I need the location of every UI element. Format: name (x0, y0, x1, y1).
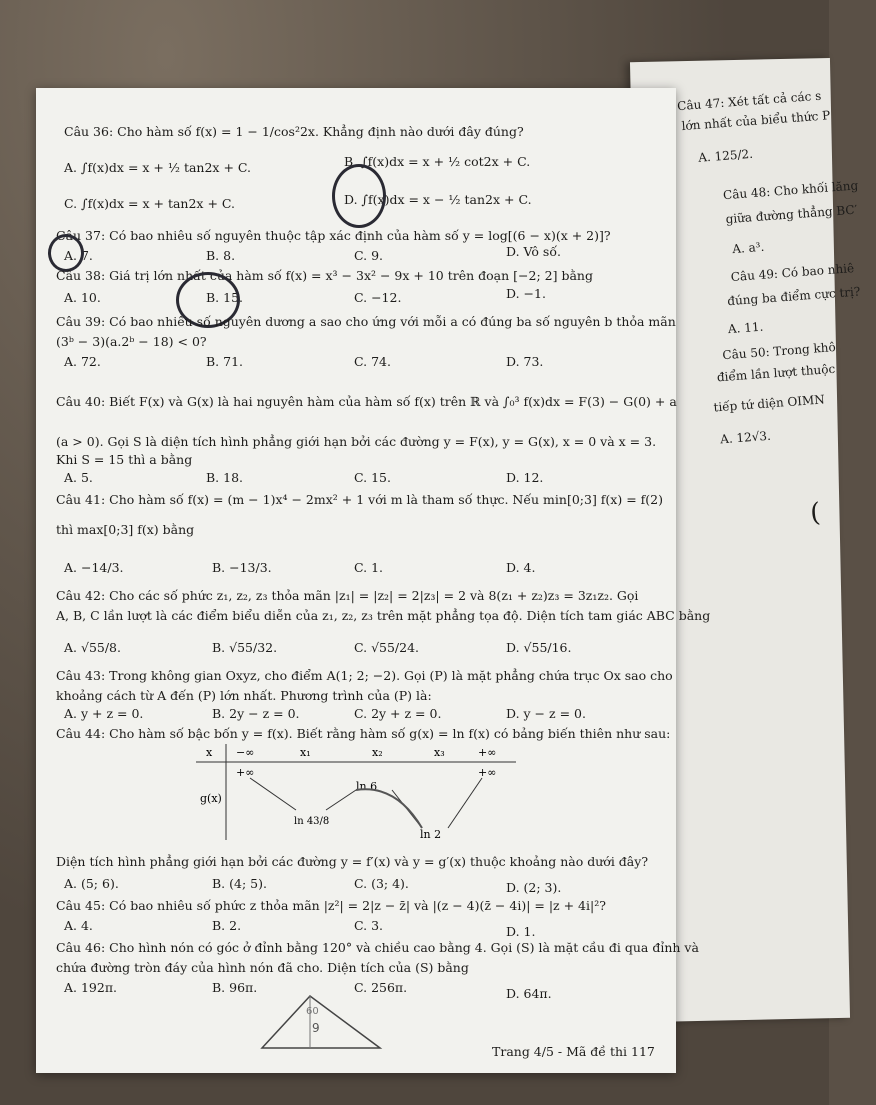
variation-table (196, 744, 516, 844)
q46-stem: Câu 46: Cho hình nón có góc ở đỉnh bằng 120° và chiều cao bằng 4. Gọi (S) là mặt cầu đi qua đỉnh và (56, 940, 699, 955)
q46-option-b: B. 96π. (212, 980, 258, 995)
q39-option-b: B. 71. (206, 354, 244, 369)
q44-option-b: B. (4; 5). (212, 876, 267, 891)
arrow-down-1 (250, 778, 296, 810)
side-q47: Câu 47: Xét tất cả các s (676, 88, 822, 114)
handwritten-cone-sketch (254, 992, 384, 1052)
q45-option-d: D. 1. (506, 924, 536, 939)
handwritten-curve (356, 789, 422, 828)
q42-stem: Câu 42: Cho các số phức z₁, z₂, z₃ thỏa mãn |z₁| = |z₂| = 2|z₃| = 2 và 8(z₁ + z₂)z₃ = 3z₁z₂. Gọi (56, 588, 639, 603)
q43-option-a: A. y + z = 0. (64, 706, 144, 721)
q36-stem: Câu 36: Cho hàm số f(x) = 1 − 1/cos²2x. Khẳng định nào dưới đây đúng? (64, 124, 524, 139)
q42-option-c: C. √55/24. (354, 640, 420, 655)
q43-stem: Câu 43: Trong không gian Oxyz, cho điểm A(1; 2; −2). Gọi (P) là mặt phẳng chứa trục Ox sao cho (56, 668, 673, 683)
table-g-val-1: ln 43/8 (294, 816, 330, 827)
side-q48-option-a: A. a³. (731, 239, 765, 257)
q40-option-c: C. 15. (354, 470, 391, 485)
q42-option-b: B. √55/32. (212, 640, 278, 655)
q37-option-a: A. 7. (64, 248, 93, 263)
page-footer: Trang 4/5 - Mã đề thi 117 (492, 1044, 655, 1059)
q44-stem: Câu 44: Cho hàm số bậc bốn y = f(x). Biết rằng hàm số g(x) = ln f(x) có bảng biến thiên như sau: (56, 726, 671, 741)
q37-stem: Câu 37: Có bao nhiêu số nguyên thuộc tập xác định của hàm số y = log[(6 − x)(x + 2)]? (56, 228, 611, 243)
q46-stem-2: chứa đường tròn đáy của hình nón đã cho. Diện tích của (S) bằng (56, 960, 469, 975)
q44-option-d: D. (2; 3). (506, 880, 562, 895)
q40-option-d: D. 12. (506, 470, 544, 485)
q45-option-a: A. 4. (64, 918, 93, 933)
table-g-val-4: +∞ (478, 766, 497, 779)
side-q49-option-a: A. 11. (727, 319, 764, 337)
table-x-val-2: x₂ (372, 746, 383, 759)
table-x-val-3: x₃ (434, 746, 445, 759)
side-q50b: điểm lần lượt thuộc (716, 361, 836, 385)
answer-circle-q36 (332, 164, 386, 228)
q39-stem-2: (3ᵇ − 3)(a.2ᵇ − 18) < 0? (56, 334, 207, 349)
q43-stem-2: khoảng cách từ A đến (P) lớn nhất. Phương trình của (P) là: (56, 688, 432, 703)
answer-circle-q37 (48, 234, 84, 272)
q38-option-c: C. −12. (354, 290, 402, 305)
table-x-label: x (206, 746, 213, 759)
q46-option-c: C. 256π. (354, 980, 408, 995)
q37-option-b: B. 8. (206, 248, 236, 263)
table-x-val-4: +∞ (478, 746, 497, 759)
table-g-label: g(x) (200, 792, 222, 805)
q46-option-d: D. 64π. (506, 986, 552, 1001)
q38-option-a: A. 10. (64, 290, 101, 305)
q40-stem: Câu 40: Biết F(x) và G(x) là hai nguyên hàm của hàm số f(x) trên ℝ và ∫₀³ f(x)dx = F(3) − G(0) + a (56, 394, 677, 409)
q45-option-c: C. 3. (354, 918, 383, 933)
q42-option-d: D. √55/16. (506, 640, 572, 655)
q40-stem-2: (a > 0). Gọi S là diện tích hình phẳng giới hạn bởi các đường y = F(x), y = G(x), x = 0 và x = 3. (56, 434, 657, 449)
q37-option-c: C. 9. (354, 248, 383, 263)
side-q50: Câu 50: Trong khô (721, 340, 837, 363)
arrow-up-1 (326, 790, 356, 810)
q39-option-c: C. 74. (354, 354, 391, 369)
sketch-label-bottom: 9 (312, 1021, 320, 1035)
q36-option-c: C. ∫f(x)dx = x + tan2x + C. (64, 196, 235, 211)
q44-stem-2: Diện tích hình phẳng giới hạn bởi các đường y = f′(x) và y = g′(x) thuộc khoảng nào dưới đây? (56, 854, 649, 869)
q43-option-d: D. y − z = 0. (506, 706, 586, 721)
q38-option-d: D. −1. (506, 286, 546, 301)
q46-option-a: A. 192π. (64, 980, 118, 995)
table-g-val-2: ln 6 (356, 780, 378, 793)
q42-option-a: A. √55/8. (64, 640, 121, 655)
q45-stem: Câu 45: Có bao nhiêu số phức z thỏa mãn |z²| = 2|z − z̄| và |(z − 4)(z̄ − 4i)| = |z + 4i|²? (56, 898, 606, 913)
q45-option-b: B. 2. (212, 918, 242, 933)
q41-option-b: B. −13/3. (212, 560, 272, 575)
q40-option-a: A. 5. (64, 470, 93, 485)
q41-stem: Câu 41: Cho hàm số f(x) = (m − 1)x⁴ − 2mx² + 1 với m là tham số thực. Nếu min[0;3] f(x) = f(2) (56, 492, 663, 507)
q42-stem-2: A, B, C lần lượt là các điểm biểu diễn của z₁, z₂, z₃ trên mặt phẳng tọa độ. Diện tích tam giác ABC bằng (56, 608, 711, 623)
side-q50-option-a: A. 12√3. (719, 428, 772, 447)
q41-stem-2: thì max[0;3] f(x) bằng (56, 522, 195, 537)
q41-option-a: A. −14/3. (64, 560, 124, 575)
q36-option-d: D. ∫f(x)dx = x − ½ tan2x + C. (344, 192, 532, 207)
q43-option-c: C. 2y + z = 0. (354, 706, 442, 721)
q43-option-b: B. 2y − z = 0. (212, 706, 300, 721)
arrow-up-2 (448, 778, 482, 828)
q40-option-b: B. 18. (206, 470, 244, 485)
side-q49: Câu 49: Có bao nhiê (730, 261, 855, 285)
q39-stem: Câu 39: Có bao nhiêu số nguyên dương a sao cho ứng với mỗi a có đúng ba số nguyên b thỏa mãn (56, 314, 676, 329)
table-g-val-0: +∞ (236, 766, 255, 779)
side-q48: Câu 48: Cho khối lăng (722, 178, 859, 203)
q41-option-c: C. 1. (354, 560, 383, 575)
q38-stem: Câu 38: Giá trị lớn nhất của hàm số f(x) = x³ − 3x² − 9x + 10 trên đoạn [−2; 2] bằng (56, 268, 593, 283)
q39-option-d: D. 73. (506, 354, 544, 369)
q40-stem-3: Khi S = 15 thì a bằng (56, 452, 193, 467)
q39-option-a: A. 72. (64, 354, 101, 369)
q36-option-b: B. ∫f(x)dx = x + ½ cot2x + C. (344, 154, 531, 169)
side-bracket: ( (809, 497, 822, 529)
q41-option-d: D. 4. (506, 560, 536, 575)
q37-option-d: D. Vô số. (506, 244, 561, 259)
side-q48b: giữa đường thẳng BC′ (725, 202, 858, 227)
table-x-val-0: −∞ (236, 746, 255, 759)
exam-page (36, 88, 711, 1073)
sketch-label-top: 60 (306, 1006, 319, 1017)
table-g-val-3: ln 2 (420, 828, 442, 841)
side-q47-option-a: A. 125/2. (697, 146, 754, 165)
q44-option-a: A. (5; 6). (64, 876, 119, 891)
side-q47b: lớn nhất của biểu thức P (681, 108, 831, 134)
q38-option-b: B. 15. (206, 290, 244, 305)
side-q49b: đúng ba điểm cực trị? (726, 284, 861, 309)
side-q50c: tiếp tứ diện OIMN (713, 392, 826, 415)
q36-option-a: A. ∫f(x)dx = x + ½ tan2x + C. (64, 160, 251, 175)
q44-option-c: C. (3; 4). (354, 876, 409, 891)
table-x-val-1: x₁ (300, 746, 311, 759)
